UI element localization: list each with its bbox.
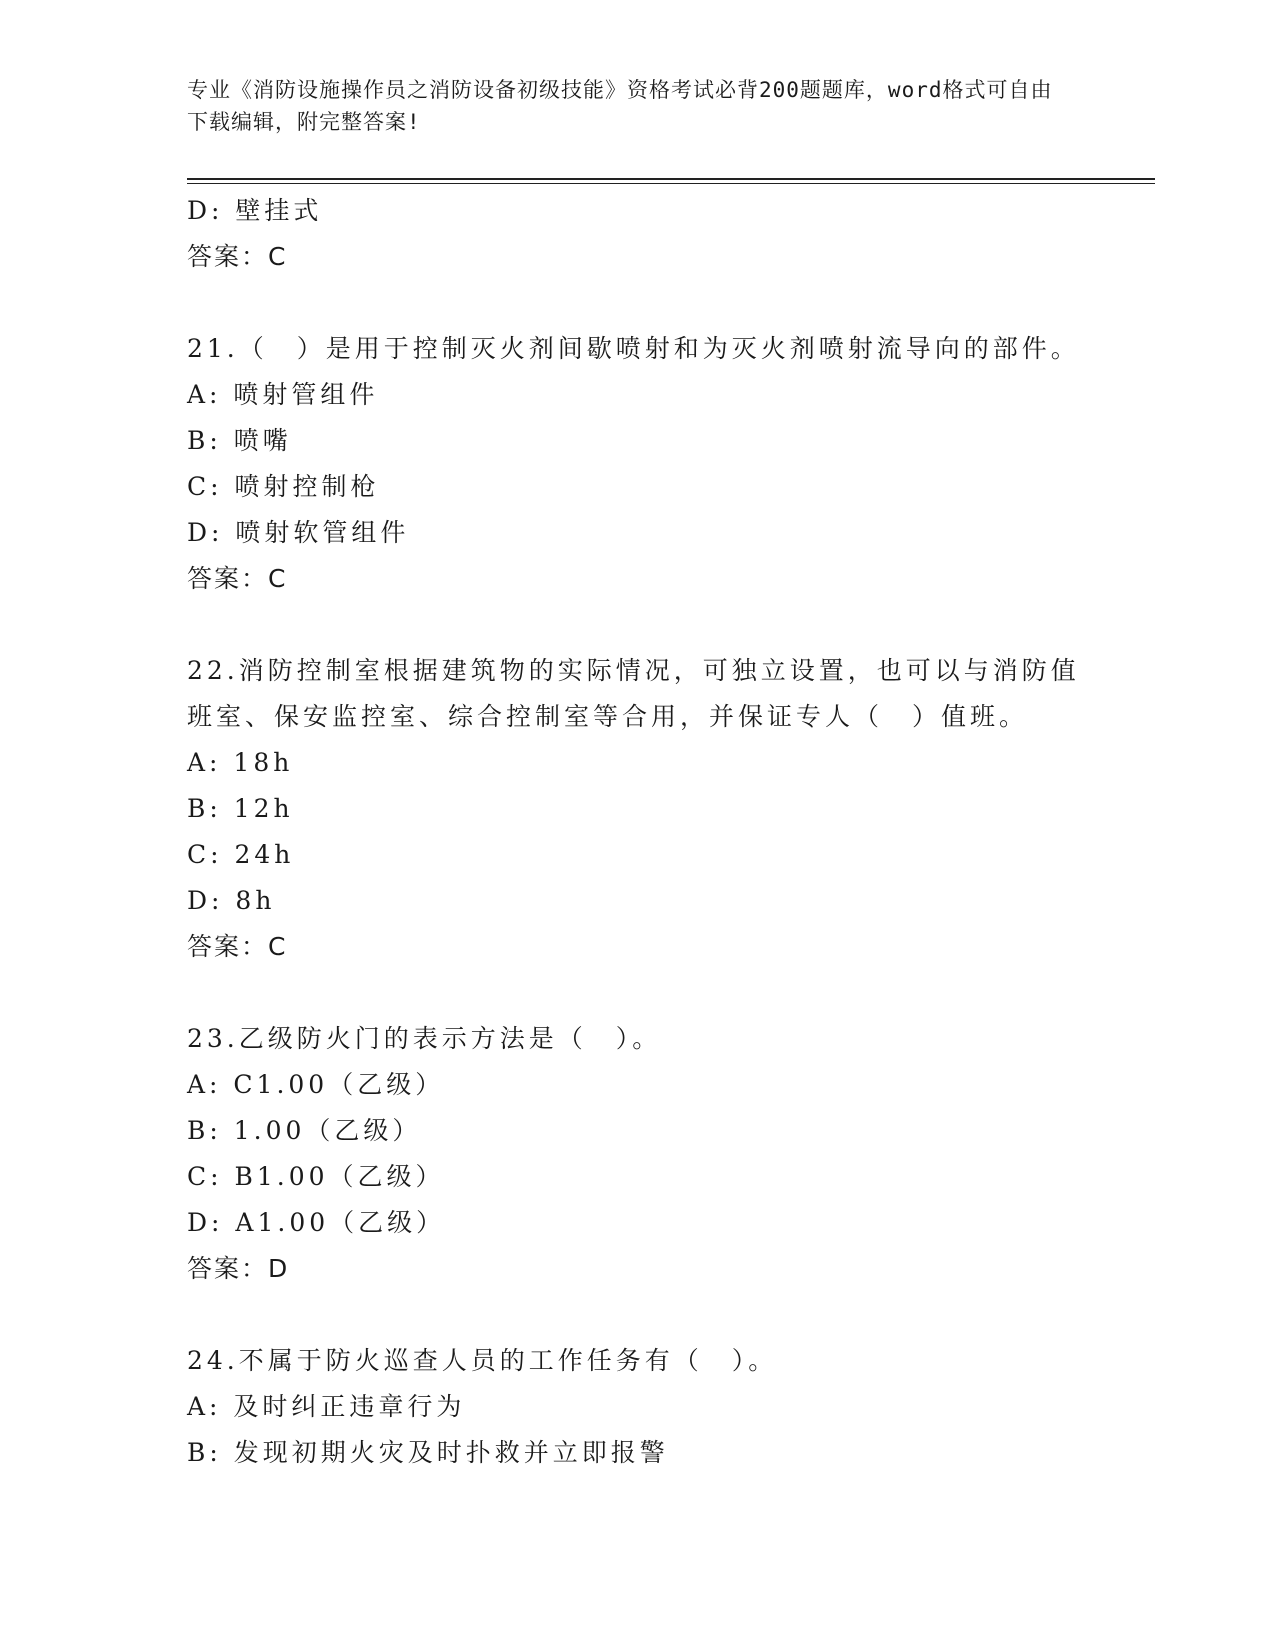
option-d: D: 8h	[187, 886, 276, 915]
option-b: B: 喷嘴	[187, 426, 292, 455]
header-title: 专业《消防设施操作员之消防设备初级技能》资格考试必背200题题库，word格式可自由下载编辑，附完整答案!	[187, 78, 1053, 134]
option-d: D: 喷射软管组件	[187, 518, 410, 547]
header-divider	[187, 178, 1155, 180]
question-24	[187, 1338, 1087, 1476]
document-header	[187, 74, 1067, 138]
answer-line: 答案：C	[187, 242, 288, 271]
option-a: A: C1.00（乙级）	[187, 1070, 445, 1099]
question-fragment	[187, 188, 1087, 280]
option-b: B: 1.00（乙级）	[187, 1116, 422, 1145]
option-a: A: 18h	[187, 748, 294, 777]
option-c: C: 喷射控制枪	[187, 472, 380, 501]
option-b: B: 发现初期火灾及时扑救并立即报警	[187, 1438, 669, 1467]
question-text: 24.不属于防火巡查人员的工作任务有（ ）。	[187, 1346, 778, 1375]
question-text: 21.（ ）是用于控制灭火剂间歇喷射和为灭火剂喷射流导向的部件。	[187, 334, 1080, 363]
option-d: D: 壁挂式	[187, 196, 323, 225]
question-text-continued: 班室、保安监控室、综合控制室等合用，并保证专人（ ）值班。	[187, 702, 1029, 731]
question-21	[187, 326, 1087, 602]
spacer	[187, 280, 1087, 326]
option-c: C: B1.00（乙级）	[187, 1162, 445, 1191]
document-body	[187, 188, 1087, 1476]
spacer	[187, 970, 1087, 1016]
question-22	[187, 648, 1087, 970]
option-b: B: 12h	[187, 794, 294, 823]
option-a: A: 喷射管组件	[187, 380, 379, 409]
option-c: C: 24h	[187, 840, 295, 869]
answer-line: 答案：C	[187, 564, 288, 593]
question-text: 23.乙级防火门的表示方法是（ ）。	[187, 1024, 662, 1053]
answer-line: 答案：D	[187, 1254, 290, 1283]
question-text: 22.消防控制室根据建筑物的实际情况，可独立设置，也可以与消防值	[187, 656, 1080, 685]
header-divider-thin	[187, 183, 1155, 184]
spacer	[187, 1292, 1087, 1338]
spacer	[187, 602, 1087, 648]
question-23	[187, 1016, 1087, 1292]
option-a: A: 及时纠正违章行为	[187, 1392, 466, 1421]
answer-line: 答案：C	[187, 932, 288, 961]
option-d: D: A1.00（乙级）	[187, 1208, 446, 1237]
